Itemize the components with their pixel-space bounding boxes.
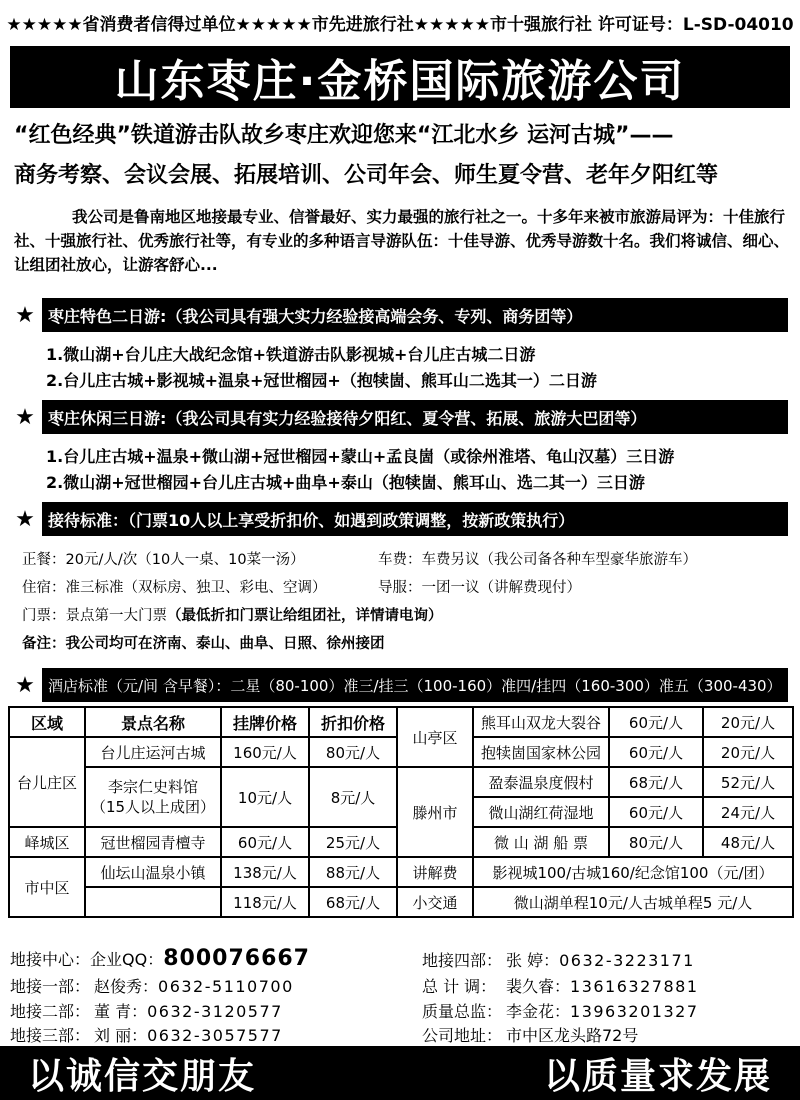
list-price: 10元/人 bbox=[221, 767, 309, 827]
contact-phone: 0632-3223171 bbox=[559, 951, 695, 970]
list-price: 138元/人 bbox=[221, 857, 309, 887]
discount-price: 68元/人 bbox=[309, 887, 397, 917]
discount-price: 80元/人 bbox=[309, 737, 397, 767]
contact-name: 董 青： bbox=[94, 1002, 148, 1021]
list-price: 60元/人 bbox=[609, 737, 703, 767]
contact-label: 公司地址： bbox=[422, 1026, 503, 1045]
spot-name: 微 山 湖 船 票 bbox=[473, 827, 609, 857]
qq-number: 800076667 bbox=[163, 946, 310, 971]
spot-name: 台儿庄运河古城 bbox=[85, 737, 221, 767]
contact-phone: 0632-5110700 bbox=[158, 977, 294, 996]
contact-phone: 13963201327 bbox=[570, 1002, 699, 1021]
ticket-label: 门票：景点第一大门票 bbox=[22, 608, 167, 624]
region-tengzhou: 滕州市 bbox=[397, 767, 473, 857]
star-icon: ★ bbox=[15, 302, 35, 328]
guide-fee-value: 影视城100/古城160/纪念馆100（元/团） bbox=[473, 857, 793, 887]
star-icon: ★ bbox=[15, 404, 35, 430]
discount-price: 24元/人 bbox=[703, 797, 793, 827]
contact-label: 地接三部： bbox=[10, 1026, 91, 1045]
spot-name: 李宗仁史料馆 （15人以上成团） bbox=[85, 767, 221, 827]
list-price: 60元/人 bbox=[609, 797, 703, 827]
header-spot: 景点名称 bbox=[85, 707, 221, 737]
spot-name: 盈泰温泉度假村 bbox=[473, 767, 609, 797]
honor-banner: ★★★★★省消费者信得过单位★★★★★市先进旅行社★★★★★市十强旅行社 许可证号：L-SD-04010 bbox=[6, 14, 794, 35]
contact-label: 地接二部： bbox=[10, 1002, 91, 1021]
region-taierzhuang: 台儿庄区 bbox=[9, 737, 85, 827]
guide-standard: 导服：一团一议（讲解费现付） bbox=[378, 580, 581, 596]
qq-label: 企业QQ： bbox=[90, 950, 164, 969]
slogan-line-1: “红色经典”铁道游击队故乡枣庄欢迎您来“江北水乡 运河古城”—— bbox=[14, 123, 674, 148]
contact-name: 赵俊秀： bbox=[94, 977, 159, 996]
discount-price: 52元/人 bbox=[703, 767, 793, 797]
spot-name: 熊耳山双龙大裂谷 bbox=[473, 707, 609, 737]
car-standard: 车费：车费另议（我公司备各种车型豪华旅游车） bbox=[378, 552, 697, 568]
spot-name bbox=[85, 887, 221, 917]
price-table bbox=[8, 706, 794, 918]
header-region: 区域 bbox=[9, 707, 85, 737]
discount-price: 48元/人 bbox=[703, 827, 793, 857]
transport-label: 小交通 bbox=[397, 887, 473, 917]
section-hotel-title: 酒店标准（元/间 含早餐）：二星（80-100）准三/挂三（100-160）准四/挂四（160-300）准五（300-430） bbox=[42, 668, 788, 702]
discount-price: 20元/人 bbox=[703, 737, 793, 767]
two-day-route-1: 1.微山湖+台儿庄大战纪念馆+铁道游击队影视城+台儿庄古城二日游 bbox=[46, 345, 536, 364]
list-price: 160元/人 bbox=[221, 737, 309, 767]
section-two-day-title: 枣庄特色二日游:（我公司具有强大实力经验接高端会务、专列、商务团等） bbox=[42, 298, 788, 332]
star-icon: ★ bbox=[15, 672, 35, 698]
remark-line: 备注：我公司均可在济南、泰山、曲阜、日照、徐州接团 bbox=[22, 636, 385, 652]
contact-phone: 13616327881 bbox=[570, 977, 699, 996]
company-title: 山东枣庄·金桥国际旅游公司 bbox=[10, 46, 790, 108]
spot-name: 冠世榴园青檀寺 bbox=[85, 827, 221, 857]
company-intro bbox=[14, 205, 790, 277]
contact-name: 张 婷： bbox=[506, 951, 560, 970]
contact-label: 总 计 调： bbox=[422, 977, 497, 996]
three-day-route-1: 1.台儿庄古城+温泉+微山湖+冠世榴园+蒙山+孟良崮（或徐州淮塔、龟山汉墓）三日游 bbox=[46, 447, 675, 466]
guide-fee-label: 讲解费 bbox=[397, 857, 473, 887]
contact-dept3 bbox=[10, 1023, 283, 1046]
discount-price: 88元/人 bbox=[309, 857, 397, 887]
section-three-day bbox=[8, 400, 788, 434]
lodging-standard: 住宿：准三标准（双标房、独卫、彩电、空调） bbox=[22, 580, 327, 596]
region-yicheng: 峄城区 bbox=[9, 827, 85, 857]
meal-standard: 正餐：20元/人/次（10人一桌、10菜一汤） bbox=[22, 552, 305, 568]
contact-address bbox=[422, 1023, 638, 1046]
spot-name: 仙坛山温泉小镇 bbox=[85, 857, 221, 887]
list-price: 68元/人 bbox=[609, 767, 703, 797]
contact-dept1 bbox=[10, 974, 294, 997]
contact-name: 刘 丽： bbox=[94, 1026, 148, 1045]
contact-coordinator bbox=[422, 974, 699, 997]
contact-label: 质量总监： bbox=[422, 1002, 503, 1021]
contact-label: 地接四部： bbox=[422, 951, 503, 970]
ticket-note: （最低折扣门票让给组团社，详情请电询） bbox=[167, 608, 443, 624]
table-row bbox=[9, 707, 793, 737]
section-hotel bbox=[8, 668, 788, 702]
list-price: 60元/人 bbox=[221, 827, 309, 857]
section-three-day-title: 枣庄休闲三日游:（我公司具有实力经验接待夕阳红、夏令营、拓展、旅游大巴团等） bbox=[42, 400, 788, 434]
contact-label: 地接中心： bbox=[10, 950, 91, 969]
section-standards bbox=[8, 502, 788, 536]
discount-price: 25元/人 bbox=[309, 827, 397, 857]
table-row bbox=[9, 887, 793, 917]
contact-phone: 0632-3057577 bbox=[147, 1026, 283, 1045]
three-day-route-2: 2.微山湖+冠世榴园+台儿庄古城+曲阜+泰山（抱犊崮、熊耳山、选二其一）三日游 bbox=[46, 473, 645, 492]
list-price: 80元/人 bbox=[609, 827, 703, 857]
contact-name: 李金花： bbox=[506, 1002, 571, 1021]
region-shizhong: 市中区 bbox=[9, 857, 85, 917]
spot-name: 微山湖红荷湿地 bbox=[473, 797, 609, 827]
contact-phone: 0632-3120577 bbox=[147, 1002, 283, 1021]
contact-dept4 bbox=[422, 948, 695, 971]
section-standards-title: 接待标准：（门票10人以上享受折扣价、如遇到政策调整，按新政策执行） bbox=[42, 502, 788, 536]
list-price: 118元/人 bbox=[221, 887, 309, 917]
header-list-price: 挂牌价格 bbox=[221, 707, 309, 737]
contact-center bbox=[10, 946, 310, 971]
company-address: 市中区龙头路72号 bbox=[506, 1026, 639, 1045]
contact-name: 裴久睿： bbox=[506, 977, 571, 996]
footer-bar bbox=[0, 1046, 800, 1100]
spot-name: 抱犊崮国家林公园 bbox=[473, 737, 609, 767]
table-row bbox=[9, 767, 793, 797]
footer-slogan-left: 以诚信交朋友 bbox=[28, 1055, 257, 1097]
slogan-line-2: 商务考察、会议会展、拓展培训、公司年会、师生夏令营、老年夕阳红等 bbox=[14, 163, 719, 188]
transport-value: 微山湖单程10元/人古城单程5 元/人 bbox=[473, 887, 793, 917]
contact-dept2 bbox=[10, 999, 283, 1022]
intro-text: 我公司是鲁南地区地接最专业、信誉最好、实力最强的旅行社之一。十多年来被市旅游局评为：十佳旅行社、十强旅行社、优秀旅行社等，有专业的多种语言导游队伍：十佳导游、优秀导游数十名。我们将诚信、细心、让组团社放心，让游客舒心... bbox=[14, 208, 790, 274]
header-discount-price: 折扣价格 bbox=[309, 707, 397, 737]
discount-price: 20元/人 bbox=[703, 707, 793, 737]
contact-label: 地接一部： bbox=[10, 977, 91, 996]
two-day-route-2: 2.台儿庄古城+影视城+温泉+冠世榴园+（抱犊崮、熊耳山二选其一）二日游 bbox=[46, 371, 597, 390]
list-price: 60元/人 bbox=[609, 707, 703, 737]
discount-price: 8元/人 bbox=[309, 767, 397, 827]
ticket-standard bbox=[22, 604, 443, 625]
table-row bbox=[9, 857, 793, 887]
region-shanting: 山亭区 bbox=[397, 707, 473, 767]
section-two-day bbox=[8, 298, 788, 332]
star-icon: ★ bbox=[15, 506, 35, 532]
footer-slogan-right: 以质量求发展 bbox=[543, 1055, 772, 1097]
contact-quality bbox=[422, 999, 699, 1022]
